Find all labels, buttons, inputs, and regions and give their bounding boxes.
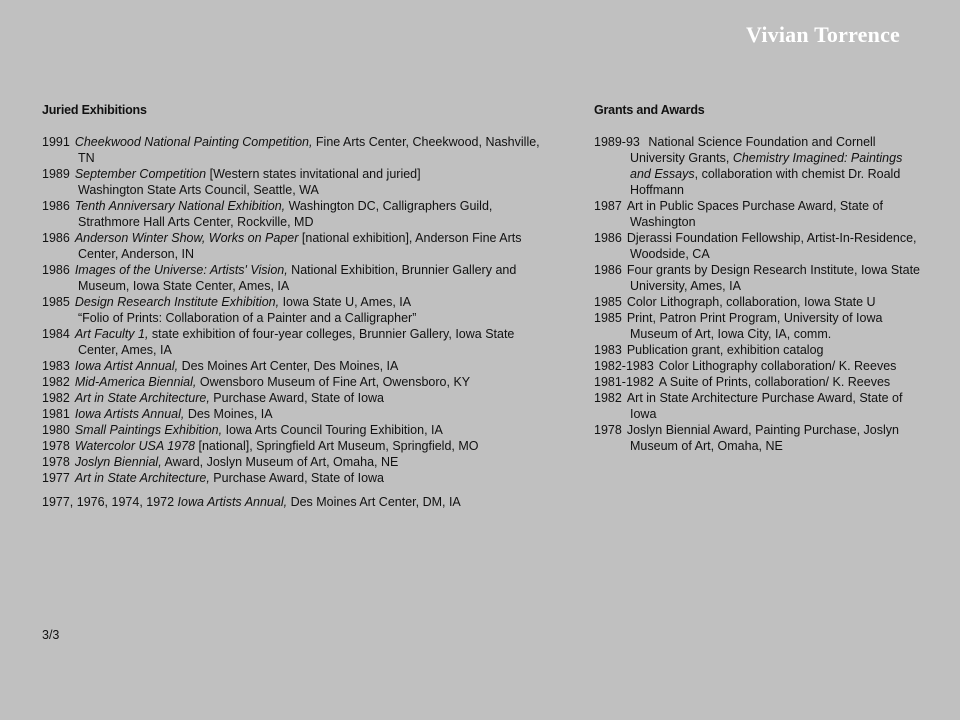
- entry-details: Award, Joslyn Museum of Art, Omaha, NE: [161, 455, 399, 469]
- entry-subline: Washington State Arts Council, Seattle, WA: [78, 183, 319, 197]
- entry-title: Mid-America Biennial,: [74, 375, 197, 389]
- entry-year: 1980: [42, 423, 70, 437]
- entry-title: Images of the Universe: Artists' Vision,: [74, 263, 288, 277]
- entry-italic: Iowa Artists Annual,: [177, 495, 288, 509]
- juried-extra-entry: [42, 494, 542, 510]
- juried-entry: [42, 134, 542, 166]
- entry-year: 1987: [594, 199, 622, 213]
- entry-details: Owensboro Museum of Fine Art, Owensboro, KY: [196, 375, 471, 389]
- grant-entry: [594, 230, 924, 262]
- grant-entry: [594, 294, 924, 310]
- entry-year: 1985: [594, 295, 622, 309]
- entry-details: Purchase Award, State of Iowa: [209, 471, 385, 485]
- page-title: Vivian Torrence: [746, 22, 900, 47]
- entry-year: 1986: [42, 199, 70, 213]
- entry-details: Iowa State U, Ames, IA: [279, 295, 412, 309]
- entry-details: Art in State Architecture Purchase Award, State of Iowa: [626, 391, 903, 421]
- entry-year: 1983: [594, 343, 622, 357]
- entry-details: Color Lithography collaboration/ K. Reeves: [658, 359, 897, 373]
- juried-entry: [42, 454, 542, 470]
- entry-title: Joslyn Biennial,: [74, 455, 162, 469]
- juried-exhibitions-list: [42, 134, 542, 486]
- entry-details: Fine Arts Center, Cheekwood, Nashville, TN: [78, 135, 540, 165]
- entry-year: 1989-93: [594, 135, 640, 149]
- grant-entry: [594, 134, 924, 198]
- entry-before: National Science Foundation and Cornell University Grants,: [630, 135, 876, 165]
- entry-details: Djerassi Foundation Fellowship, Artist-In-Residence, Woodside, CA: [626, 231, 917, 261]
- entry-year: 1984: [42, 327, 70, 341]
- entry-year: 1991: [42, 135, 70, 149]
- entry-year: 1986: [42, 263, 70, 277]
- entry-year: 1985: [594, 311, 622, 325]
- grants-awards-section: [594, 102, 924, 454]
- entry-details: Washington DC, Calligraphers Guild, Strathmore Hall Arts Center, Rockville, MD: [78, 199, 493, 229]
- entry-year: 1982: [594, 391, 622, 405]
- juried-entry: [42, 230, 542, 262]
- entry-title: Anderson Winter Show, Works on Paper: [74, 231, 299, 245]
- entry-title: Iowa Artist Annual,: [74, 359, 179, 373]
- juried-exhibitions-heading: Juried Exhibitions: [42, 103, 147, 117]
- entry-title: Watercolor USA 1978: [74, 439, 196, 453]
- entry-details: A Suite of Prints, collaboration/ K. Reeves: [658, 375, 891, 389]
- juried-entry: [42, 470, 542, 486]
- grants-awards-heading: Grants and Awards: [594, 103, 705, 117]
- juried-entry: [42, 262, 542, 294]
- entry-title: Art Faculty 1,: [74, 327, 149, 341]
- page-number: 3/3: [42, 628, 60, 642]
- entry-year: 1978: [594, 423, 622, 437]
- grant-entry: [594, 422, 924, 454]
- entry-rest: Des Moines Art Center, DM, IA: [287, 495, 461, 509]
- entry-details: Purchase Award, State of Iowa: [209, 391, 385, 405]
- entry-title: Cheekwood National Painting Competition,: [74, 135, 313, 149]
- entry-title: Art in State Architecture,: [74, 391, 210, 405]
- entry-title: Tenth Anniversary National Exhibition,: [74, 199, 286, 213]
- grant-entry: [594, 374, 924, 390]
- entry-details: Print, Patron Print Program, University of Iowa Museum of Art, Iowa City, IA, comm.: [626, 311, 883, 341]
- entry-title: Chemistry Imagined: Paintings and Essays: [630, 151, 903, 181]
- entry-year: 1986: [594, 263, 622, 277]
- juried-entry: [42, 374, 542, 390]
- entry-subline: “Folio of Prints: Collaboration of a Painter and a Calligrapher”: [78, 311, 417, 325]
- grant-entry: [594, 342, 924, 358]
- entry-year: 1982: [42, 375, 70, 389]
- juried-entry: [42, 438, 542, 454]
- entry-details: [Western states invitational and juried]: [206, 167, 421, 181]
- entry-year: 1977: [42, 471, 70, 485]
- juried-exhibitions-section: [42, 102, 542, 510]
- entry-details: Color Lithograph, collaboration, Iowa State U: [626, 295, 876, 309]
- entry-details: [national], Springfield Art Museum, Springfield, MO: [195, 439, 479, 453]
- entry-details: Iowa Arts Council Touring Exhibition, IA: [222, 423, 443, 437]
- entry-details: Art in Public Spaces Purchase Award, State of Washington: [626, 199, 883, 229]
- juried-entry: [42, 198, 542, 230]
- juried-entry: [42, 166, 542, 198]
- juried-entry: [42, 294, 542, 326]
- entry-title: September Competition: [74, 167, 207, 181]
- entry-year: 1982: [42, 391, 70, 405]
- entry-year: 1985: [42, 295, 70, 309]
- entry-year: 1986: [594, 231, 622, 245]
- entry-title: Iowa Artists Annual,: [74, 407, 185, 421]
- entry-details: Joslyn Biennial Award, Painting Purchase, Joslyn Museum of Art, Omaha, NE: [626, 423, 899, 453]
- entry-year: 1981: [42, 407, 70, 421]
- grant-entry: [594, 262, 924, 294]
- grants-awards-list: [594, 134, 924, 454]
- grant-entry: [594, 310, 924, 342]
- entry-details: , collaboration with chemist Dr. Roald Hoffmann: [630, 167, 901, 197]
- entry-details: [national exhibition], Anderson Fine Arts Center, Anderson, IN: [78, 231, 522, 261]
- juried-entry: [42, 358, 542, 374]
- entry-year: 1978: [42, 455, 70, 469]
- entry-details: Des Moines, IA: [184, 407, 273, 421]
- entry-year: 1986: [42, 231, 70, 245]
- entry-details: National Exhibition, Brunnier Gallery and Museum, Iowa State Center, Ames, IA: [78, 263, 517, 293]
- entry-title: Small Paintings Exhibition,: [74, 423, 223, 437]
- juried-entry: [42, 326, 542, 358]
- entry-details: Publication grant, exhibition catalog: [626, 343, 824, 357]
- entry-title: Design Research Institute Exhibition,: [74, 295, 280, 309]
- juried-entry: [42, 406, 542, 422]
- entry-year: 1983: [42, 359, 70, 373]
- grant-entry: [594, 390, 924, 422]
- entry-title: Art in State Architecture,: [74, 471, 210, 485]
- entry-year: 1982-1983: [594, 359, 654, 373]
- juried-entry: [42, 390, 542, 406]
- entry-year: 1978: [42, 439, 70, 453]
- entry-details: state exhibition of four-year colleges, Brunnier Gallery, Iowa State Center, Ames, IA: [78, 327, 515, 357]
- entry-details: Four grants by Design Research Institute, Iowa State University, Ames, IA: [626, 263, 921, 293]
- juried-entry: [42, 422, 542, 438]
- entry-year: 1981-1982: [594, 375, 654, 389]
- entry-year: 1989: [42, 167, 70, 181]
- grant-entry: [594, 198, 924, 230]
- entry-years: 1977, 1976, 1974, 1972: [42, 495, 178, 509]
- grant-entry: [594, 358, 924, 374]
- entry-details: Des Moines Art Center, Des Moines, IA: [178, 359, 399, 373]
